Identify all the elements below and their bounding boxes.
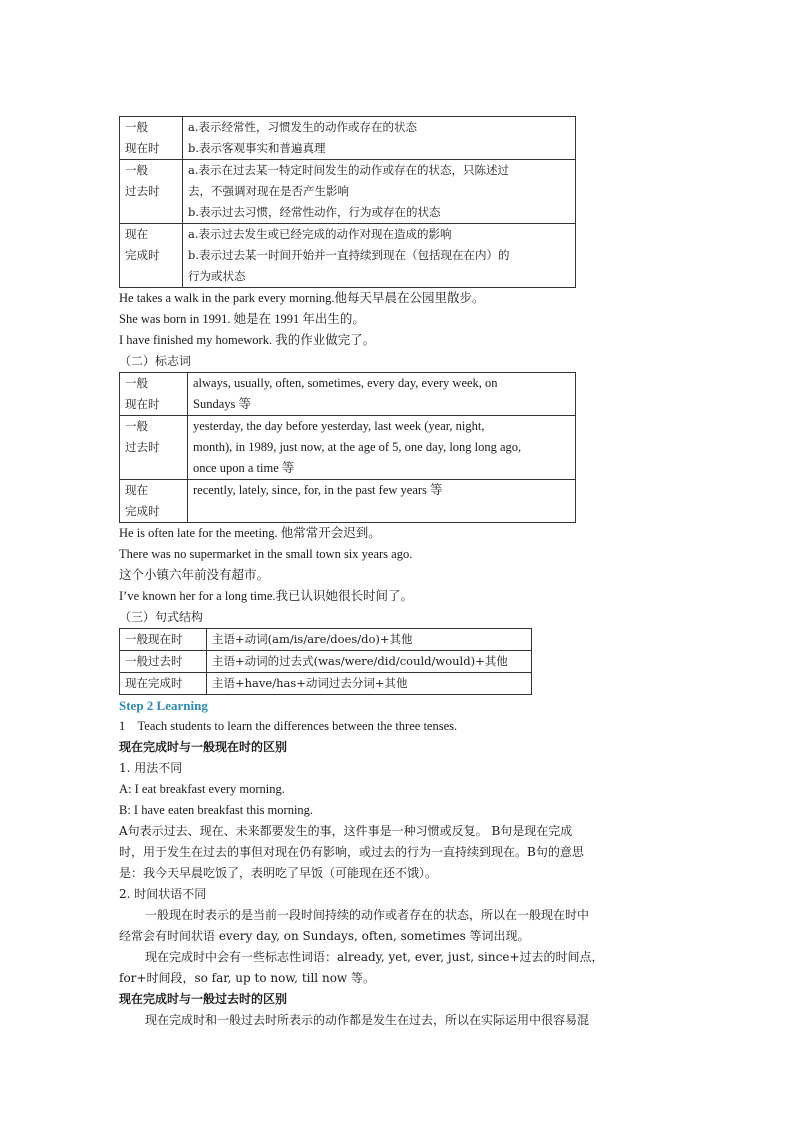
signal-label-line: 完成时 — [125, 504, 160, 518]
paragraph-line: 是：我今天早晨吃饭了，表明吃了早饭（可能现在还不饿）。 — [119, 866, 438, 880]
paragraph-line: A句表示过去、现在、未来都要发生的事，这件事是一种习惯或反复。 B句是现在完成 — [119, 824, 573, 838]
example-sentence: There was no supermarket in the small town six years ago. — [119, 547, 413, 561]
structure-label-cell: 一般过去时 — [120, 651, 207, 673]
section1-title: 现在完成时与一般现在时的区别 — [119, 740, 288, 754]
signal-value-cell — [188, 416, 576, 480]
usage-value-line: a.表示过去发生或已经完成的动作对现在造成的影响 — [188, 227, 452, 241]
structure-table — [119, 628, 532, 695]
usage-label-cell — [120, 160, 183, 224]
section1-sub1: 1. 用法不同 — [119, 761, 183, 775]
signal-value-cell — [188, 480, 576, 523]
section1-paragraph-1 — [119, 821, 669, 884]
structure-row — [120, 651, 532, 673]
signal-label-cell — [120, 480, 188, 523]
usage-label-line: 现在时 — [125, 141, 160, 155]
example-sentence: I have finished my homework. 我的作业做完了。 — [119, 333, 376, 347]
step2-item: 1 Teach students to learn the differences between the three tenses. — [119, 719, 458, 733]
paragraph-line: 一般现在时表示的是当前一段时间持续的动作或者存在的状态，所以在一般现在时中 — [145, 908, 590, 922]
structure-row — [120, 673, 532, 695]
usage-value-line: a.表示经常性，习惯发生的动作或存在的状态 — [188, 120, 418, 134]
section1-paragraph-2 — [119, 905, 669, 947]
heading-structure: （三）句式结构 — [119, 610, 204, 624]
paragraph-line: 现在完成时中会有一些标志性词语：already, yet, ever, just, since+过去的时间点， — [145, 950, 604, 964]
usage-label-cell — [120, 224, 183, 288]
usage-label-cell — [120, 117, 183, 160]
example-sentence: He takes a walk in the park every morning.他每天早晨在公园里散步。 — [119, 291, 485, 305]
structure-row — [120, 629, 532, 651]
signal-value-line: month), in 1989, just now, at the age of 5, one day, long long ago, — [193, 440, 522, 454]
section1-example-b: B: I have eaten breakfast this morning. — [119, 803, 314, 817]
usage-value-line: b.表示过去某一时间开始并一直持续到现在（包括现在在内）的 — [188, 248, 510, 262]
section2-paragraph-1: 现在完成时和一般过去时所表示的动作都是发生在过去，所以在实际运用中很容易混 — [145, 1013, 590, 1027]
usage-label-line: 现在 — [125, 227, 148, 241]
usage-value-line: b.表示过去习惯，经常性动作，行为或存在的状态 — [188, 205, 441, 219]
signal-value-line: Sundays 等 — [193, 397, 251, 411]
step2-title: Step 2 Learning — [119, 698, 208, 713]
paragraph-line: 经常会有时间状语 every day, on Sundays, often, sometimes 等词出现。 — [119, 929, 530, 943]
example-sentence: 这个小镇六年前没有超市。 — [119, 568, 270, 582]
usage-label-line: 一般 — [125, 163, 148, 177]
signal-label-line: 过去时 — [125, 440, 160, 454]
signal-label-line: 现在 — [125, 483, 148, 497]
example-sentence: I’ve known her for a long time.我已认识她很长时间了。 — [119, 589, 414, 603]
examples-block-2 — [119, 523, 669, 607]
usage-table — [119, 116, 576, 288]
section1-example-a: A: I eat breakfast every morning. — [119, 782, 285, 796]
paragraph-line: 时，用于发生在过去的事但对现在仍有影响，或过去的行为一直持续到现在。B句的意思 — [119, 845, 584, 859]
structure-value-cell: 主语+动词(am/is/are/does/do)+其他 — [207, 629, 532, 651]
usage-value-cell — [183, 117, 576, 160]
section1-paragraph-3 — [119, 947, 669, 989]
structure-value-cell: 主语+动词的过去式(was/were/did/could/would)+其他 — [207, 651, 532, 673]
usage-value-line: a.表示在过去某一特定时间发生的动作或存在的状态，只陈述过 — [188, 163, 510, 177]
signal-value-line: recently, lately, since, for, in the past few years 等 — [193, 483, 443, 497]
usage-value-line: 去，不强调对现在是否产生影响 — [188, 184, 349, 198]
section1-sub2: 2. 时间状语不同 — [119, 887, 207, 901]
section2-title: 现在完成时与一般过去时的区别 — [119, 992, 288, 1006]
signal-row — [120, 480, 576, 523]
heading-signal-words: （二）标志词 — [119, 354, 192, 368]
signal-label-line: 一般 — [125, 419, 148, 433]
examples-block-1 — [119, 288, 669, 351]
example-sentence: She was born in 1991. 她是在 1991 年出生的。 — [119, 312, 365, 326]
usage-label-line: 一般 — [125, 120, 148, 134]
signal-value-line: yesterday, the day before yesterday, last week (year, night, — [193, 419, 485, 433]
signal-row — [120, 416, 576, 480]
signal-label-line: 一般 — [125, 376, 148, 390]
usage-row — [120, 224, 576, 288]
usage-label-line: 过去时 — [125, 184, 160, 198]
signal-value-line: once upon a time 等 — [193, 461, 295, 475]
signal-value-cell — [188, 373, 576, 416]
usage-value-line: b.表示客观事实和普遍真理 — [188, 141, 326, 155]
signal-words-table — [119, 372, 576, 523]
usage-label-line: 完成时 — [125, 248, 160, 262]
usage-row — [120, 160, 576, 224]
structure-label-cell: 一般现在时 — [120, 629, 207, 651]
usage-row — [120, 117, 576, 160]
usage-value-cell — [183, 160, 576, 224]
document-content — [119, 116, 669, 1031]
signal-value-line: always, usually, often, sometimes, every day, every week, on — [193, 376, 498, 390]
structure-label-cell: 现在完成时 — [120, 673, 207, 695]
paragraph-line: for+时间段，so far, up to now, till now 等。 — [119, 971, 376, 985]
signal-label-cell — [120, 416, 188, 480]
signal-row — [120, 373, 576, 416]
example-sentence: He is often late for the meeting. 他常常开会迟到。 — [119, 526, 381, 540]
usage-value-line: 行为或状态 — [188, 269, 246, 283]
signal-label-line: 现在时 — [125, 397, 160, 411]
signal-label-cell — [120, 373, 188, 416]
structure-value-cell: 主语+have/has+动词过去分词+其他 — [207, 673, 532, 695]
usage-value-cell — [183, 224, 576, 288]
